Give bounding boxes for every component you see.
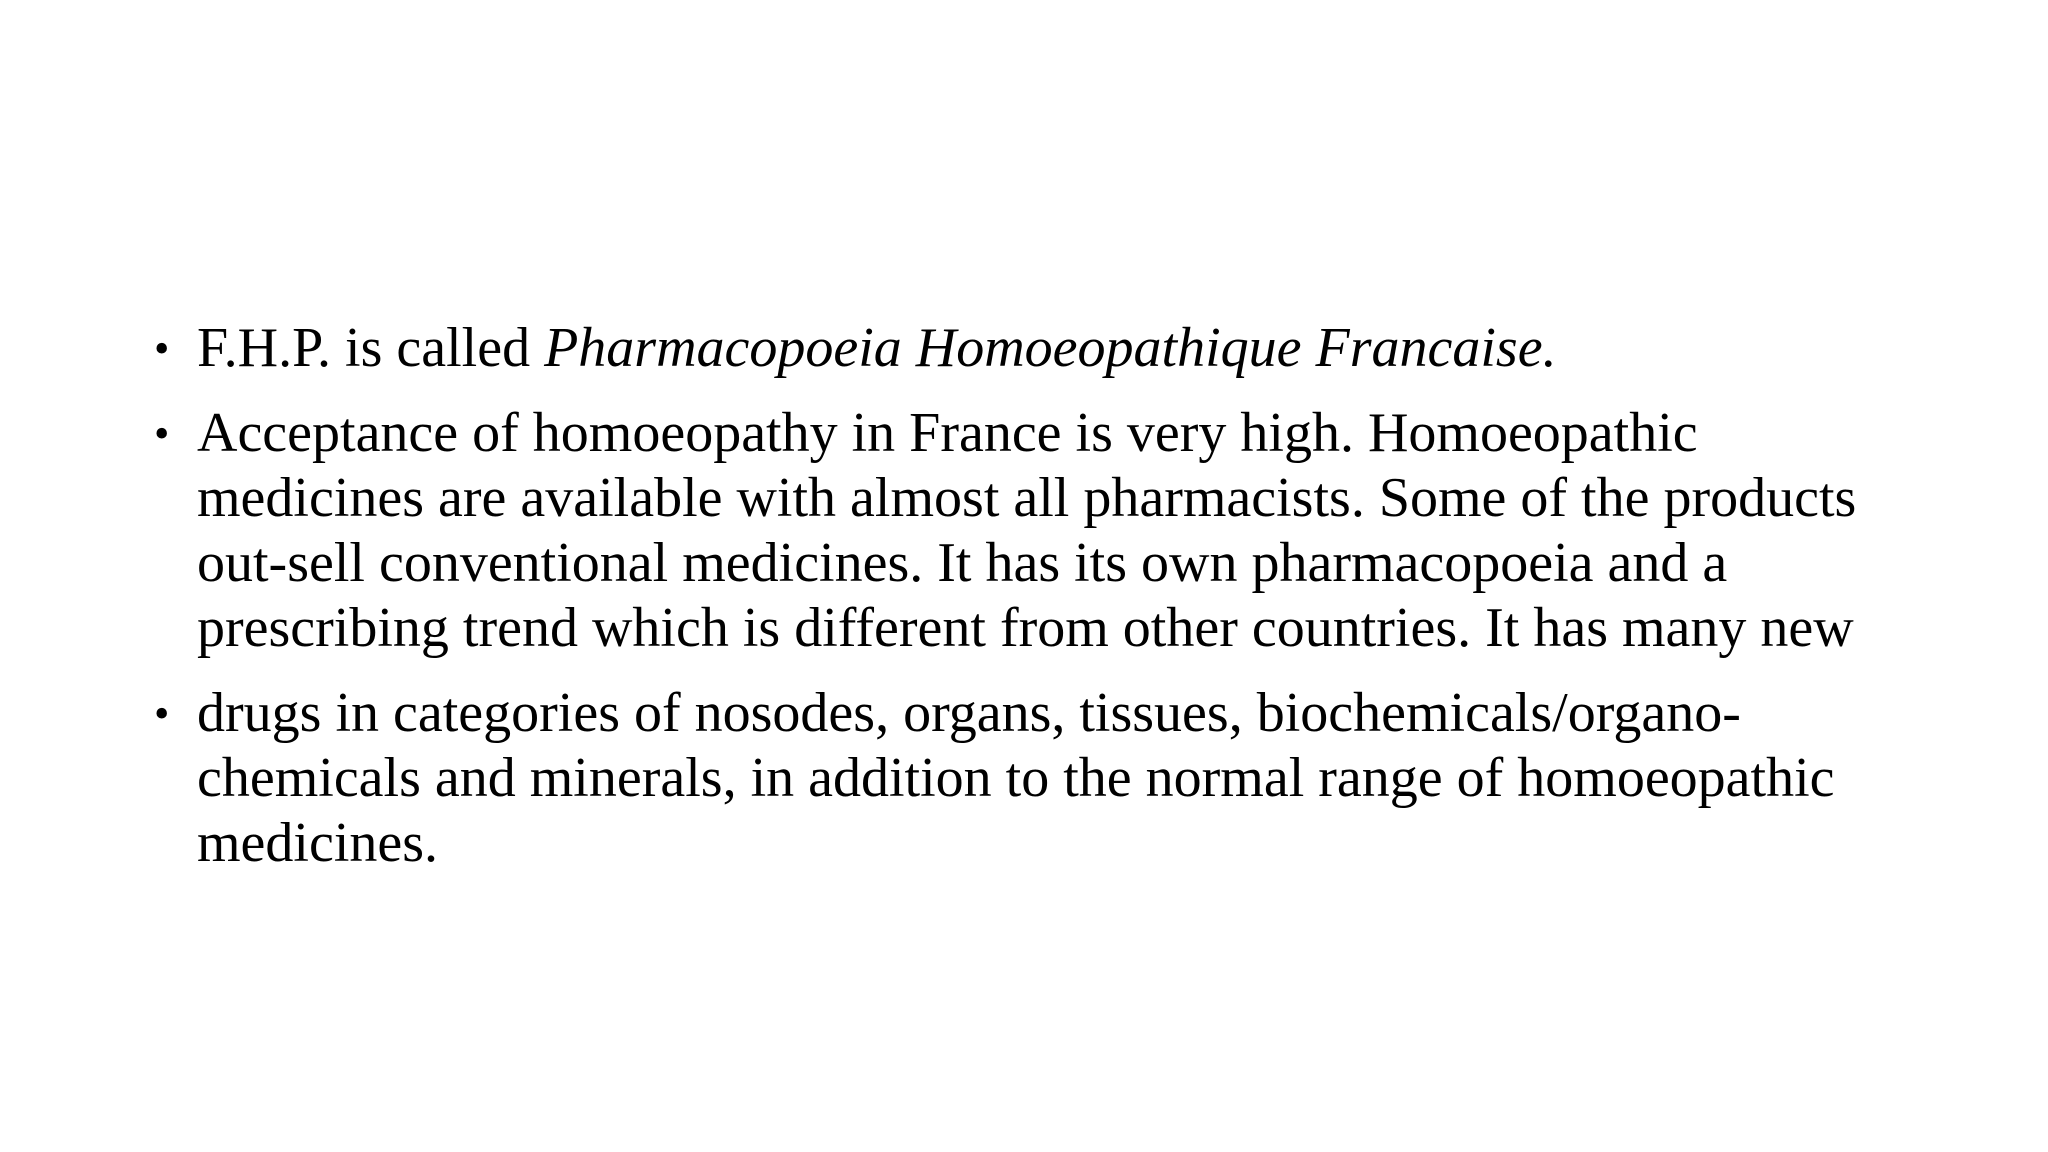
bullet-item-acceptance [154, 401, 1914, 661]
bullet-text: drugs in categories of nosodes, organs, tissues, biochemicals/organo-chemicals and minerals, in addition to the normal range of homoeopathic medicines. [197, 682, 1835, 874]
bullet-icon: • [154, 324, 170, 373]
bullet-text: Acceptance of homoeopathy in France is very high. Homoeopathic medicines are available with almost all pharmacists. Some of the products out-sell conventional medicines. It has its own pharmacopoeia and a prescribing trend which is different from other countries. It has many new [197, 402, 1857, 659]
bullet-icon: • [154, 689, 170, 738]
bullet-text-prefix: F.H.P. is called [197, 317, 545, 379]
bullet-text-italic-title: Pharmacopoeia Homoeopathique Francaise. [544, 317, 1557, 379]
slide-body [154, 316, 1914, 896]
bullet-item-drugs [154, 681, 1914, 876]
bullet-icon: • [154, 409, 170, 458]
bullet-item-fhp [154, 316, 1914, 381]
bullet-list [154, 316, 1914, 876]
